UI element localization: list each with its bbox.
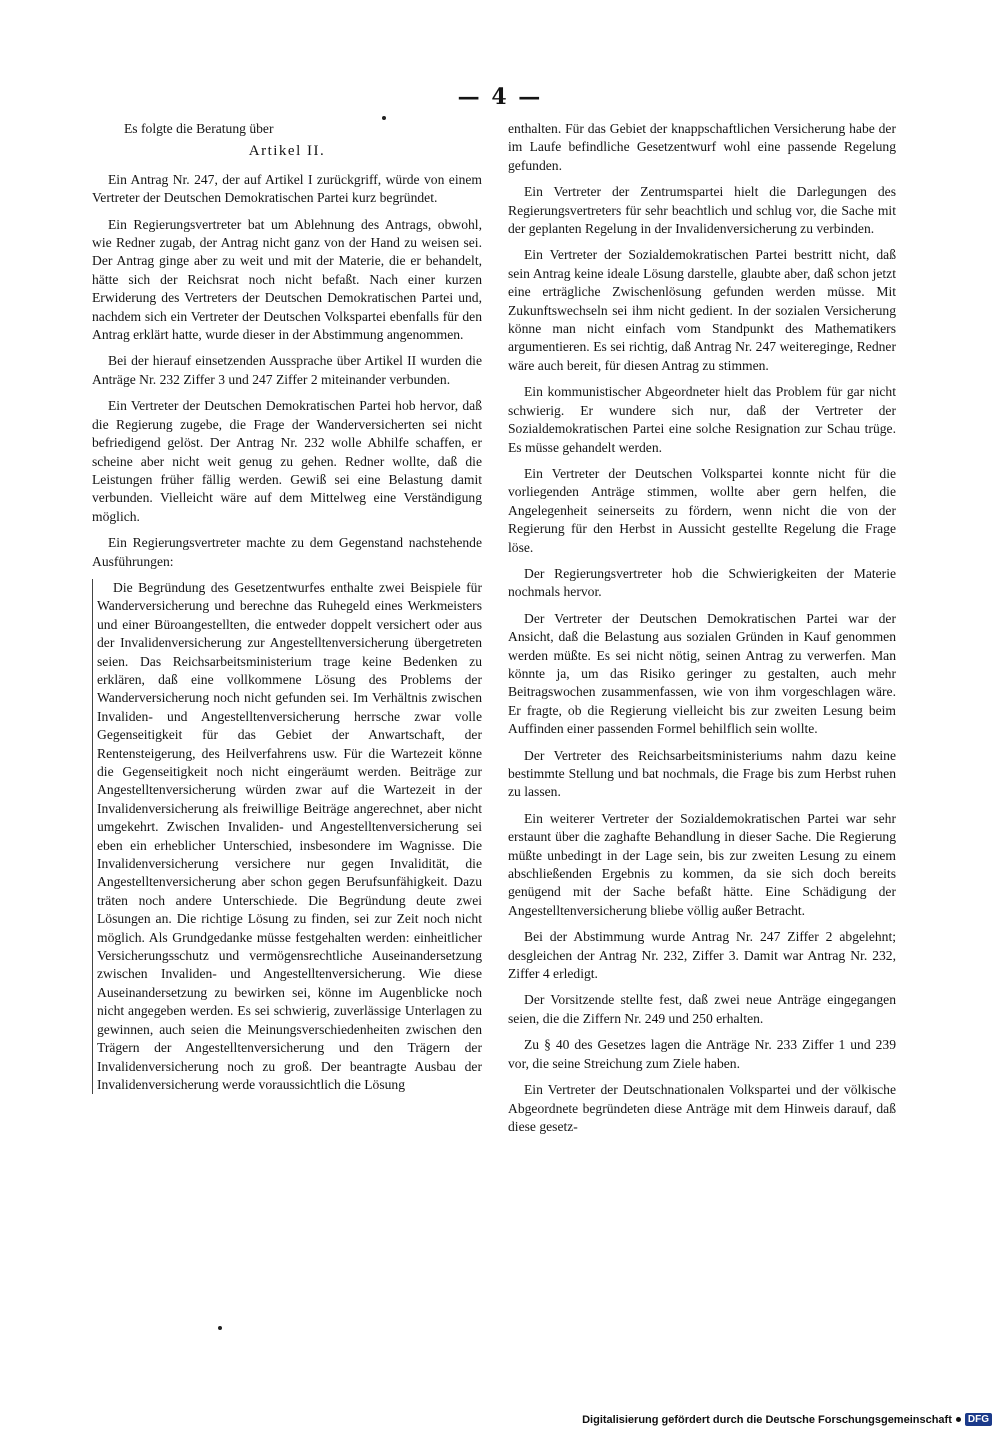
paragraph: Bei der Abstimmung wurde Antrag Nr. 247 Ziffer 2 abgelehnt; desgleichen der Antrag Nr. 232, Ziffer 3. Damit war Antrag Nr. 232, Ziffer 4 erledigt. [508, 929, 896, 982]
credit-text: Digitalisierung gefördert durch die Deutsche Forschungsgemeinschaft [582, 1413, 952, 1426]
paragraph: Ein Antrag Nr. 247, der auf Artikel I zurückgriff, würde von einem Vertreter der Deutschen Demokratischen Partei kurz begründet. [92, 171, 482, 206]
paragraph: Ein Vertreter der Sozialdemokratischen Partei bestritt nicht, daß sein Antrag keine ideale Lösung darstelle, glaubte aber, daß schon jetzt eine erträgliche Zwischenlösung gefunden werden müsse. Mit Zukunftswechseln sei ihm nicht gedient. In der sozialen Versicherung könne man nicht einfach vom Standpunkt des Mathematikers argumentieren. Es sei richtig, daß Antrag Nr. 247 weitereginge, Redner wäre auch bereit, für diesen Antrag zu stimmen. [508, 247, 896, 373]
paragraph: Ein Regierungsvertreter machte zu dem Gegenstand nachstehende Ausführungen: [92, 535, 482, 569]
digitization-credit [582, 1413, 992, 1426]
paragraph: Der Vertreter der Deutschen Demokratischen Partei war der Ansicht, daß die Belastung aus sozialen Gründen in Kauf genommen werden müßte. Es sei nicht nötig, seinen Antrag zu verwerfen. Man könnte ja, um das Risiko geringer zu gestalten, auch mehr Beitragswochen zusammenfassen, wie von ihm vorgeschlagen wäre. Er fragte, ob die Regierung vielleicht bis zur zweiten Lesung beim Auffinden einer passenden Formel behilflich sein wollte. [508, 610, 896, 737]
statement-text: Die Begründung des Gesetzentwurfes enthalte zwei Beispiele für Wanderversicherung und berechne das Ruhegeld eines Werkmeisters und einer Büroangestellten, die entweder doppelt versichert oder aus der Invalidenversicherung zur Angestelltenversicherung übergetreten seien. Das Reichsarbeitsministerium trage keine Bedenken zu erklären, daß eine vollkommene Lösung des Problems der Wanderversicherung noch nicht gefunden sei. Im Verhältnis zwischen Invaliden- und Angestelltenversicherung herrsche zwar volle Gegenseitigkeit für das Gebiet der Anwartschaft, der Rentensteigerung, des Heilverfahrens usw. Für die Wartezeit könne die Gegenseitigkeit noch nicht eingeräumt werden. Beiträge zur Angestelltenversicherung würden zwar auf die Wartezeit in der Invalidenversicherung als freiwillige Beiträge angerechnet, aber nicht umgekehrt. Zwischen Invaliden- und Angestelltenversicherung sei eben ein erheblicher Unterschied, insbesondere im Wagnisse. Die Invalidenversicherung versichere nur gegen Invalidität, die Angestelltenversicherung aber schon gegen Berufsunfähigkeit. Dazu träten noch andere Unterschiede. Die Begründung deute zwei Lösungen an. Die richtige Lösung zu finden, sei zur Zeit noch nicht möglich. Als Grundgedanke müsse festgehalten werden: einheitlicher Versicherungsschutz und vermögensrechtliche Auseinandersetzung zwischen Invaliden- und Angestelltenversicherung. Wie diese Auseinandersetzung zu bewirken sei, könne im Augenblicke noch nicht angegeben werden. Es sei schwierig, zuverlässige Unterlagen zu gewinnen, auch seien die Meinungsverschiedenheiten zwischen den Trägern der Angestelltenversicherung und den Trägern der Invalidenversicherung noch zu groß. Der beantragte Ausbau der Invalidenversicherung werde voraussichtlich die Lösung [97, 579, 482, 1092]
paragraph: Ein Vertreter der Deutschnationalen Volkspartei und der völkische Abgeordnete begründeten diese Anträge mit dem Hinweis darauf, daß diese gesetz- [508, 1082, 896, 1134]
paragraph: Ein Vertreter der Deutschen Volkspartei konnte nicht für die vorliegenden Anträge stimmen, wollte aber gern helfen, die Angelegenheit seinerseits zu fördern, wenn nicht die von der Regierung für den Herbst in Aussicht gestellte Regelung die Frage löse. [508, 465, 896, 555]
page-number: — 4 — [457, 84, 543, 110]
paragraph: Ein Vertreter der Zentrumspartei hielt die Darlegungen des Regierungsvertreters für sehr beachtlich und schlug vor, die Sache mit der geplanten Regelung in der Invalidenversicherung zu verbinden. [508, 184, 896, 237]
section-intro: Es folgte die Beratung über [124, 121, 274, 136]
paragraph: Der Vertreter des Reichsarbeitsministeriums nahm dazu keine bestimmte Stellung und bat nochmals, die Frage bis zum Herbst ruhen zu lassen. [508, 747, 896, 800]
paragraph: Der Vorsitzende stellte fest, daß zwei neue Anträge eingegangen seien, die die Ziffern Nr. 249 und 250 erhalten. [508, 992, 896, 1026]
government-statement [92, 579, 482, 1094]
left-column [92, 120, 482, 1102]
paragraph: Der Regierungsvertreter hob die Schwierigkeiten der Materie nochmals hervor. [508, 565, 896, 600]
paragraph: Ein Vertreter der Deutschen Demokratischen Partei hob hervor, daß die Regierung zugebe, die Frage der Wanderversicherten sei nicht befriedigend gelöst. Der Antrag Nr. 232 wolle Abhilfe schaffen, er scheine aber nicht weit genug zu gehen. Redner wollte, daß die Leistungen früher fällig werden. Gewiß sei eine Belastung damit verbunden. Vielleicht wäre auf dem Mittelweg eine Verständigung möglich. [92, 398, 482, 524]
print-speck-dot [218, 1326, 222, 1330]
separator-dot-icon [956, 1417, 961, 1422]
statement-continuation: enthalten. Für das Gebiet der knappschaftlichen Versicherung habe der im Laufe befindliche Gesetzentwurf wohl eine passende Regelung gefunden. [508, 121, 896, 173]
dfg-logo: DFG [965, 1413, 992, 1426]
article-heading: Artikel II. [248, 143, 326, 160]
paragraph: Ein Regierungsvertreter bat um Ablehnung des Antrags, obwohl, wie Redner zugab, der Antrag nicht ganz von der Hand zu weisen sei. Der Antrag ginge aber zu weit und mit der Materie, die er behandelt, hätte sich der Reichsrat noch nicht befaßt. Nach einer kurzen Erwiderung des Vertreters der Deutschen Demokratischen Partei und, nachdem sich ein Vertreter der Deutschen Volkspartei ebenfalls für den Antrag erklärt hatte, wurde dieser in der Abstimmung angenommen. [92, 216, 482, 343]
paragraph: Ein kommunistischer Abgeordneter hielt das Problem für gar nicht schwierig. Er wundere sich nur, daß der Vertreter der Sozialdemokratischen Partei eine solche Resignation zur Schau trüge. Es müsse gehandelt werden. [508, 384, 896, 455]
paragraph: Zu § 40 des Gesetzes lagen die Anträge Nr. 233 Ziffer 1 und 239 vor, die seine Streichung zum Ziele haben. [508, 1037, 896, 1071]
paragraph: Bei der hierauf einsetzenden Aussprache über Artikel II wurden die Anträge Nr. 232 Ziffer 3 und 247 Ziffer 2 miteinander verbunden. [92, 353, 482, 387]
right-column [508, 120, 896, 1144]
paragraph: Ein weiterer Vertreter der Sozialdemokratischen Partei war sehr erstaunt über die zaghafte Behandlung in dieser Sache. Die Regierung müßte unbedingt in der Lage sein, bis zur zweiten Lesung zu einem abschließenden Ergebnis zu kommen, da sie sich doch bereits genügend mit der Sache befaßt hätte. Eine Schädigung der Angestelltenversicherung bliebe völlig außer Betracht. [508, 810, 896, 918]
